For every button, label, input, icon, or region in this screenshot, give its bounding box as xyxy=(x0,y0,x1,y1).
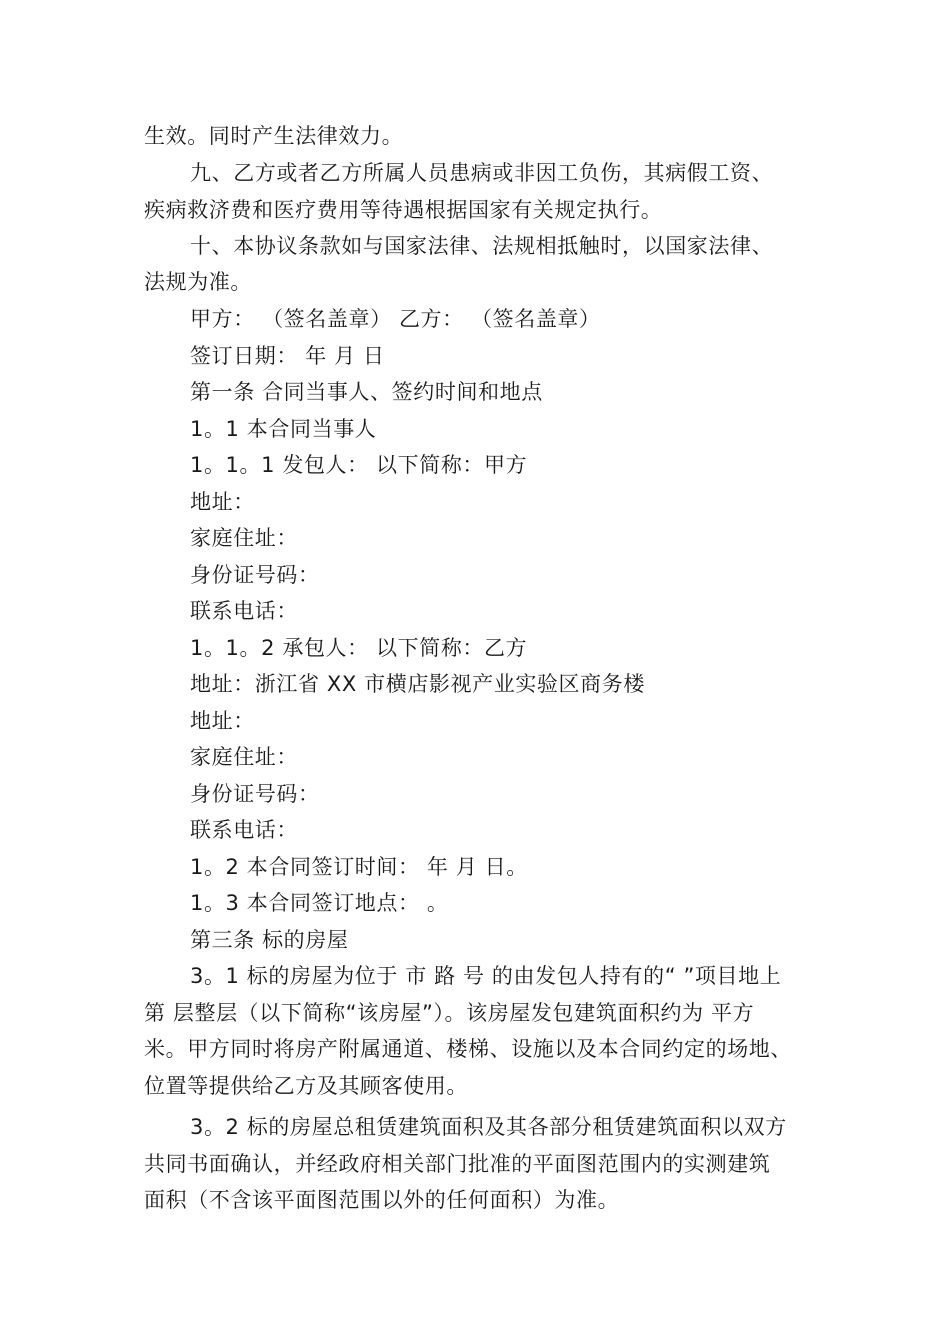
field-label: 地址： xyxy=(190,709,255,733)
text-line: 1。3 本合同签订地点： 。 xyxy=(190,891,449,915)
text-line: 1。1 本合同当事人 xyxy=(190,417,377,441)
text-line: 疾病救济费和医疗费用等待遇根据国家有关规定执行。 xyxy=(144,198,663,222)
text-line: 1。1。1 发包人： 以下简称：甲方 xyxy=(190,453,528,477)
text-line: 1。2 本合同签订时间： 年 月 日。 xyxy=(190,855,528,879)
section-heading: 第三条 标的房屋 xyxy=(190,928,349,952)
field-label: 身份证号码： xyxy=(190,782,320,806)
field-label: 身份证号码： xyxy=(190,563,320,587)
text-line: 3。2 标的房屋总租赁建筑面积及其各部分租赁建筑面积以双方 xyxy=(190,1115,787,1139)
field-label: 联系电话： xyxy=(190,599,298,623)
text-line: 法规为准。 xyxy=(144,270,252,294)
signature-line: 甲方： （签名盖章） 乙方： （签名盖章） xyxy=(190,307,601,331)
field-label: 地址： xyxy=(190,490,255,514)
field-label: 家庭住址： xyxy=(190,745,298,769)
section-heading: 第一条 合同当事人、签约时间和地点 xyxy=(190,380,543,404)
signing-date-line: 签订日期： 年 月 日 xyxy=(190,344,385,368)
text-line: 1。1。2 承包人： 以下简称：乙方 xyxy=(190,636,528,660)
text-line: 九、乙方或者乙方所属人员患病或非因工负伤，其病假工资、 xyxy=(190,161,774,185)
field-label: 家庭住址： xyxy=(190,526,298,550)
field-label: 联系电话： xyxy=(190,818,298,842)
text-line: 生效。同时产生法律效力。 xyxy=(144,124,404,148)
text-line: 米。甲方同时将房产附属通道、楼梯、设施以及本合同约定的场地、 xyxy=(144,1037,792,1061)
address-line: 地址：浙江省 XX 市横店影视产业实验区商务楼 xyxy=(190,672,645,696)
text-line: 第 层整层（以下简称“该房屋”）。该房屋发包建筑面积约为 平方 xyxy=(144,1001,755,1025)
text-line: 位置等提供给乙方及其顾客使用。 xyxy=(144,1074,468,1098)
text-line: 十、本协议条款如与国家法律、法规相抵触时，以国家法律、 xyxy=(190,234,774,258)
text-line: 共同书面确认，并经政府相关部门批准的平面图范围内的实测建筑 xyxy=(144,1152,771,1176)
text-line: 3。1 标的房屋为位于 市 路 号 的由发包人持有的“ ”项目地上 xyxy=(190,964,782,988)
text-line: 面积（不含该平面图范围以外的任何面积）为准。 xyxy=(144,1188,620,1212)
